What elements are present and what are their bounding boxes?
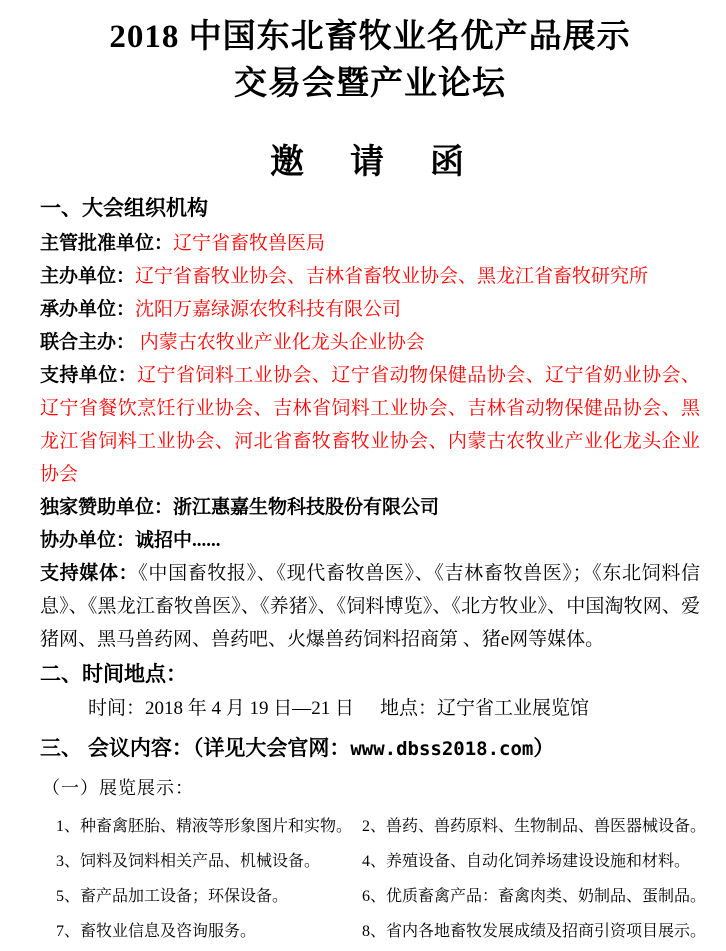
entry-value: 辽宁省饲料工业协会、辽宁省动物保健品协会、辽宁省奶业协会、辽宁省餐饮烹饪行业协会、吉林省饲料工业协会、吉林省动物保健品协会、黑龙江省饲料工业协会、河北省畜牧畜牧业协会、内蒙古农牧业产业化龙头企业协会 [40,365,700,485]
entry-approving-authority [40,227,700,260]
entry-supporting-media [40,557,700,656]
section-3-heading-close: ） [533,737,555,760]
exhibit-item-4: 4、养殖设备、自动化饲养场建设设施和材料。 [362,853,691,870]
exhibit-item-7: 7、畜牧业信息及咨询服务。 [56,923,257,940]
entry-label: 独家赞助单位： [40,497,174,518]
entry-value: 辽宁省畜牧兽医局 [173,233,326,254]
exhibit-item-5: 5、畜产品加工设备；环保设备。 [56,888,289,905]
entry-label: 联合主办： [40,332,136,353]
place-value: 辽宁省工业展览馆 [437,698,590,719]
invitation-subtitle: 邀 请 函 [270,144,470,181]
time-value: 2018 年 4 月 19 日—21 日 [145,698,355,719]
section-2-heading: 二、时间地点： [40,663,187,686]
entry-exclusive-sponsor [40,491,700,524]
entry-co-host [40,326,700,359]
entry-value: 浙江惠嘉生物科技股份有限公司 [173,497,440,518]
exhibit-item-6: 6、优质畜禽产品：畜禽肉类、奶制品、蛋制品。 [362,888,707,905]
entry-label: 承办单位： [40,299,136,320]
entry-label: 主管批准单位： [40,233,174,254]
time-label: 时间： [88,698,146,719]
entry-label: 支持媒体： [40,563,139,584]
section-1-heading: 一、大会组织机构 [40,197,208,220]
place-label: 地点： [380,698,438,719]
entry-organizer [40,293,700,326]
section-3-heading [40,734,700,764]
exhibit-item-2: 2、兽药、兽药原料、生物制品、兽医器械设备。 [362,818,707,835]
time-place-line [40,692,700,726]
entry-value: 辽宁省畜牧业协会、吉林省畜牧业协会、黑龙江省畜牧研究所 [135,266,649,287]
document-title [40,14,700,108]
exhibit-item-8: 8、省内各地畜牧发展成绩及招商引资项目展示。 [362,923,707,940]
title-line-2: 交易会暨产业论坛 [234,66,506,102]
entry-label: 主办单位： [40,266,136,287]
entry-value: 诚招中...... [135,530,221,551]
exhibit-items-list [56,809,707,949]
title-line-1: 2018 中国东北畜牧业名优产品展示 [109,19,631,55]
section-3-heading-text: 三、 会议内容：（详见大会官网： [40,737,351,760]
entry-value: 内蒙古农牧业产业化龙头企业协会 [135,332,425,353]
exhibit-item-1: 1、种畜禽胚胎、精液等形象图片和实物。 [56,818,353,835]
entry-label: 协办单位： [40,530,136,551]
entry-host-units [40,260,700,293]
entry-value: 《中国畜牧报》、《现代畜牧兽医》、《吉林畜牧兽医》；《东北饲料信息》、《黑龙江畜牧兽医》、《养猪》、《饲料博览》、《北方牧业》、中国淘牧网、爱猪网、黑马兽药网、兽药吧、火爆兽药饲料招商第 、猪e网等媒体。 [40,563,700,650]
entry-supporting-units [40,359,700,491]
entry-co-organizer [40,524,700,557]
subsection-exhibition-heading: （一）展览展示： [42,778,194,798]
entry-label: 支持单位： [40,365,138,386]
entry-value: 沈阳万嘉绿源农牧科技有限公司 [135,299,402,320]
official-website-url: www.dbss2018.com [350,738,534,760]
organization-entries [40,227,700,656]
exhibit-item-3: 3、饲料及饲料相关产品、机械设备。 [56,853,321,870]
